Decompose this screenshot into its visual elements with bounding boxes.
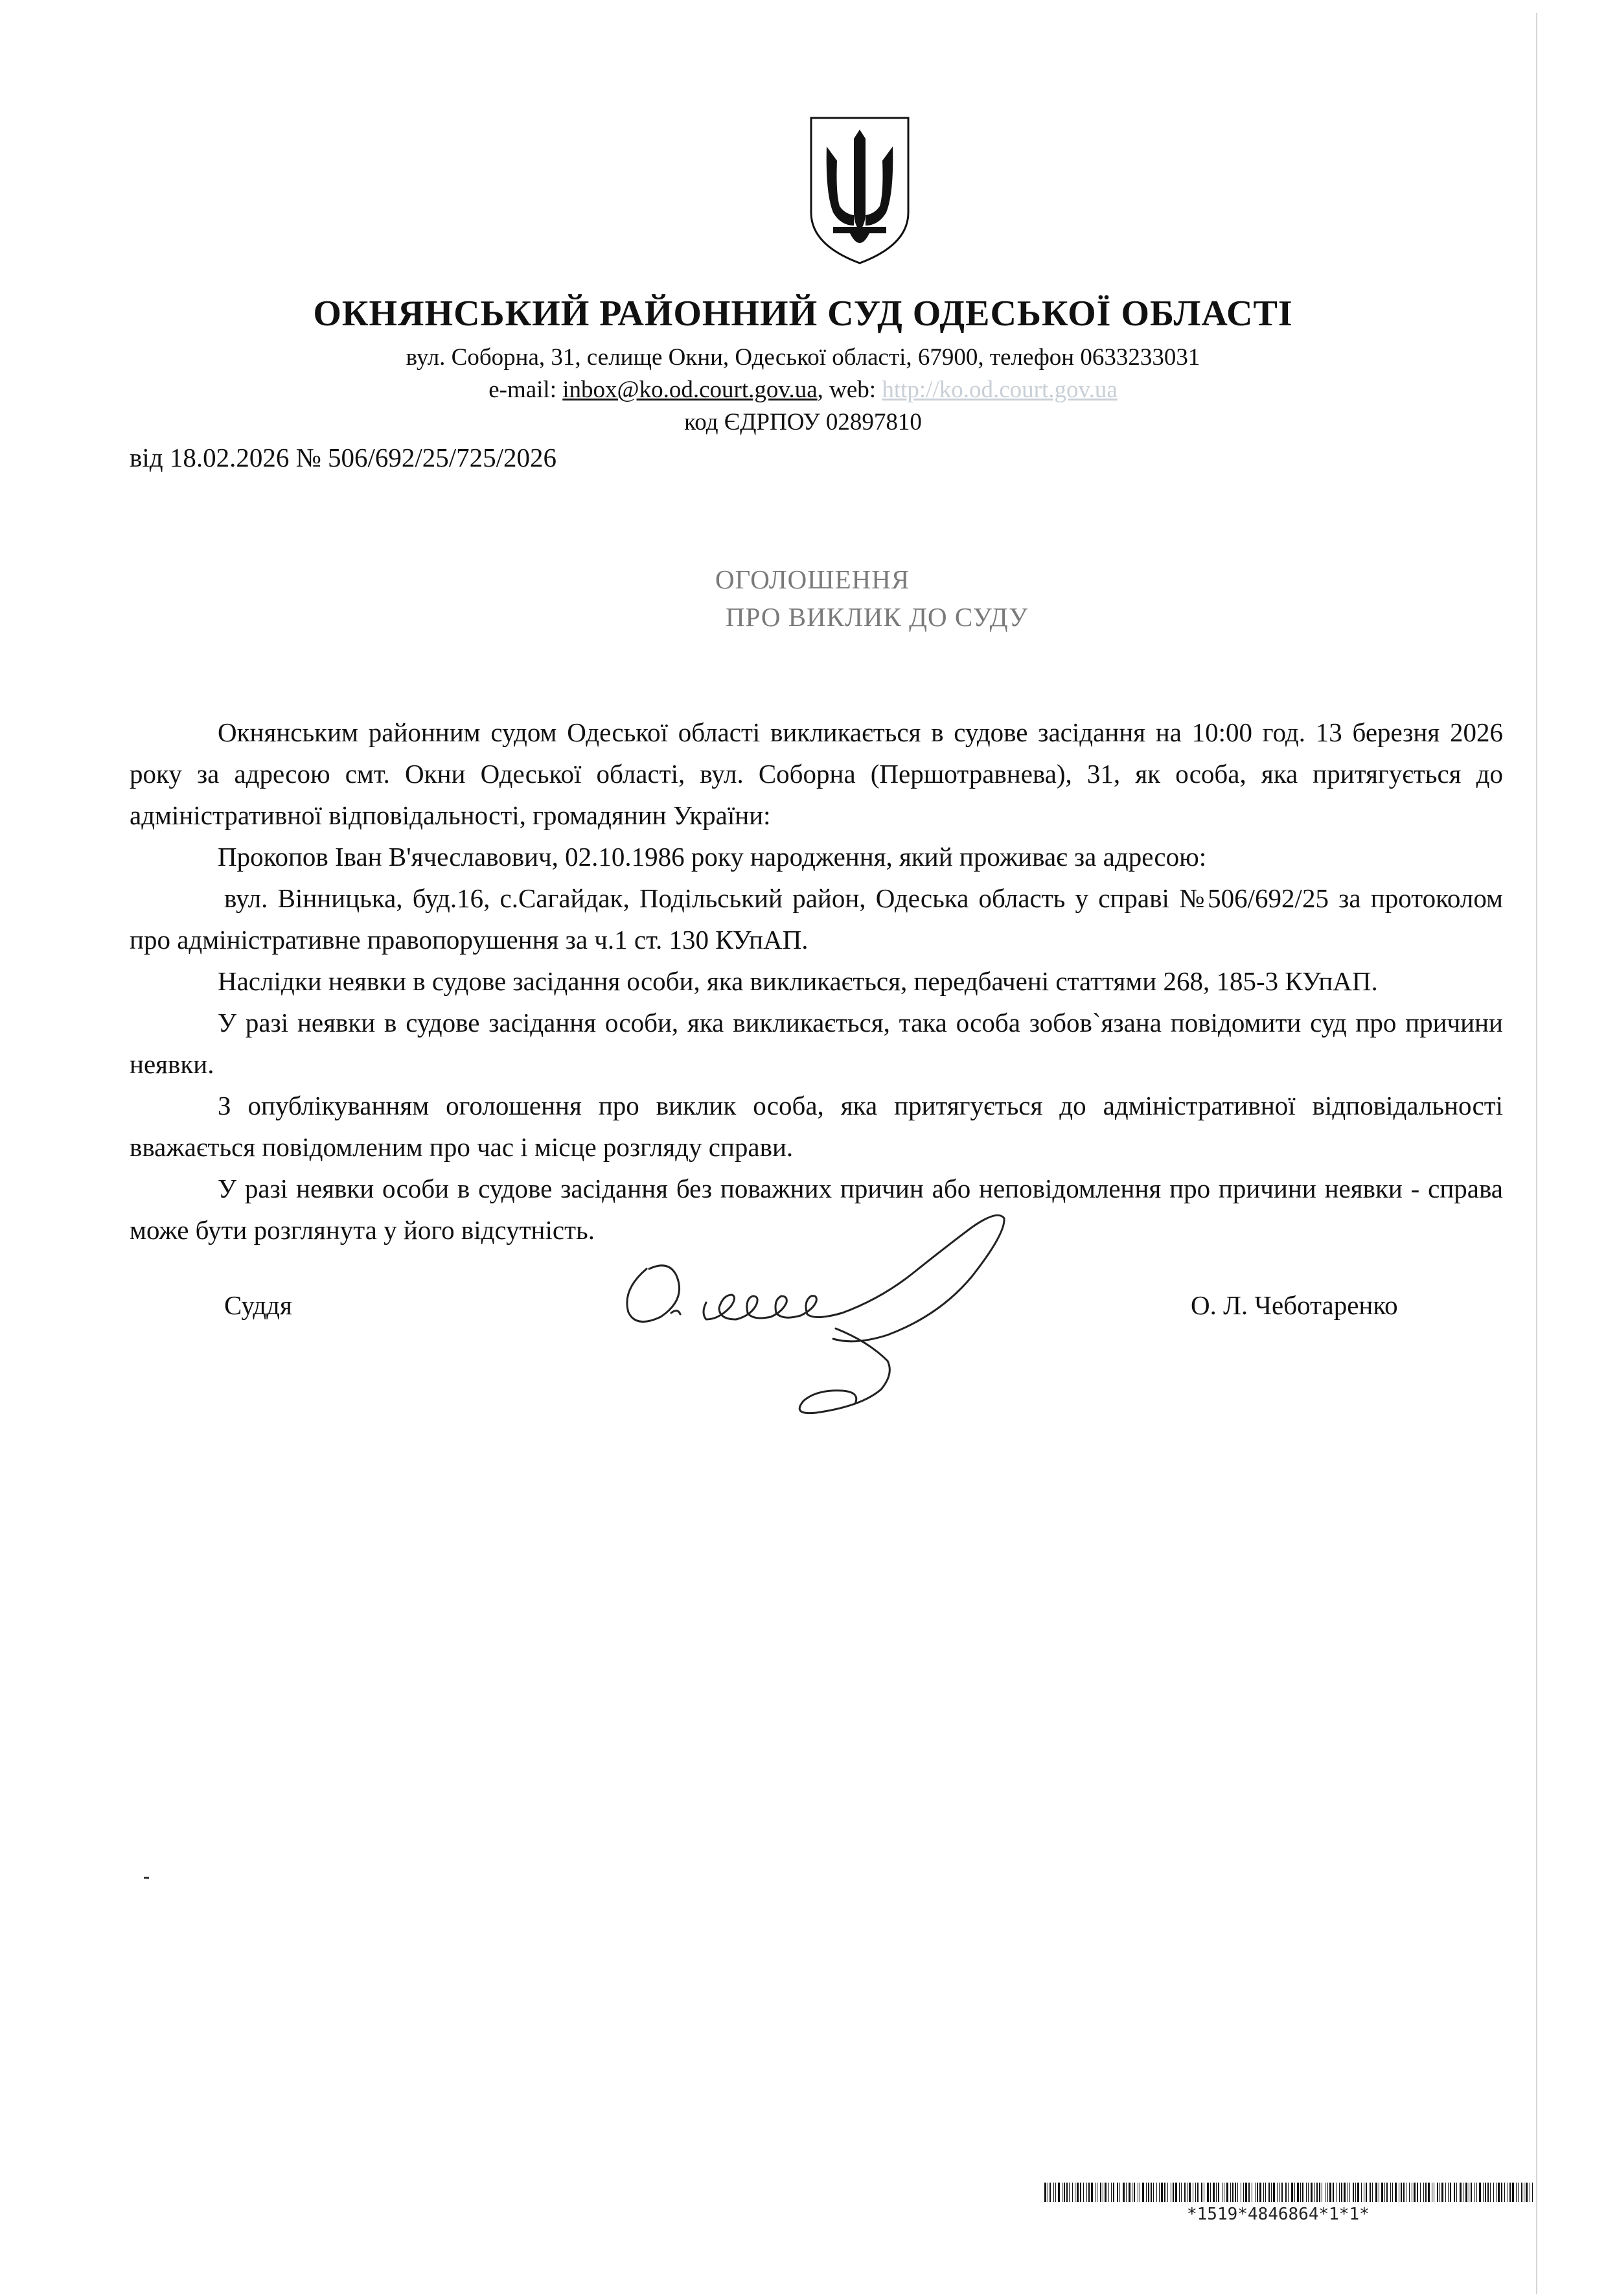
barcode-bar <box>1372 2183 1373 2202</box>
barcode-bar <box>1245 2183 1247 2202</box>
barcode-bar <box>1471 2183 1472 2202</box>
barcode-bar <box>1454 2183 1455 2202</box>
barcode-bar <box>1512 2183 1514 2202</box>
barcode-bar <box>1058 2183 1060 2202</box>
barcode-bar <box>1403 2183 1405 2202</box>
paragraph-summons: Окнянським районним судом Одеської області викликається в судове засідання на 10:00 год. 13 березня 2026 року за адресою смт. Окни Одеської області, вул. Соборна (Першотравнева), 31, як особа, яка притягується до адміністративної відповідальності, громадянин України: <box>130 717 1503 830</box>
barcode-bar <box>1111 2183 1112 2202</box>
document-reference: від 18.02.2026 № 506/692/25/725/2026 <box>130 443 557 472</box>
notice-title: ОГОЛОШЕННЯ <box>715 564 910 594</box>
barcode-bar <box>1080 2183 1081 2202</box>
barcode-bar <box>1230 2183 1231 2202</box>
handwritten-signature <box>609 1192 1127 1439</box>
barcode-bar <box>1479 2183 1481 2202</box>
barcode-bar <box>1271 2183 1272 2202</box>
notice-subtitle: ПРО ВИКЛИК ДО СУДУ <box>726 602 1029 632</box>
barcode-bar <box>1306 2183 1307 2202</box>
barcode-bar <box>1134 2183 1135 2202</box>
barcode-bar <box>1088 2183 1090 2202</box>
barcode-bar <box>1384 2183 1385 2202</box>
barcode-bar <box>1146 2183 1147 2202</box>
coat-of-arms-icon <box>807 115 912 266</box>
barcode-bar <box>1237 2183 1238 2202</box>
barcode-bar <box>1179 2183 1180 2202</box>
barcode-bar <box>1375 2183 1377 2202</box>
judge-name: О. Л. Чеботаренко <box>1191 1290 1398 1320</box>
barcode-bar <box>1417 2183 1418 2202</box>
barcode-bar <box>1423 2183 1424 2202</box>
barcode-bar <box>1456 2183 1457 2202</box>
barcode-number: *1519*4846864*1*1* <box>1187 2205 1370 2224</box>
barcode-bar <box>1450 2183 1451 2202</box>
barcode-bar <box>1329 2183 1331 2202</box>
barcode-bar <box>1420 2183 1421 2202</box>
barcode-bar <box>1117 2183 1118 2202</box>
barcode-bar <box>1243 2183 1244 2202</box>
barcode-bar <box>1409 2183 1410 2202</box>
barcode-bar <box>1167 2183 1168 2202</box>
paragraph-consequences: Наслідки неявки в судове засідання особи, яка викликається, передбачені статтями 268, 185-3 КУпАП. <box>218 966 1378 996</box>
barcode-bar <box>1279 2183 1280 2202</box>
barcode-bar <box>1259 2183 1261 2202</box>
barcode-bar <box>1476 2183 1477 2202</box>
notice-body <box>130 712 1503 1251</box>
judge-role-label: Суддя <box>224 1290 292 1320</box>
barcode-bar <box>1485 2183 1486 2202</box>
court-address: вул. Соборна, 31, селище Окни, Одеської області, 67900, телефон 0633233031 <box>406 344 1200 371</box>
barcode-bar <box>1501 2183 1502 2202</box>
email-label: e-mail: <box>488 377 563 403</box>
barcode-bar <box>1355 2183 1356 2202</box>
barcode-bar <box>1504 2183 1505 2202</box>
barcode-bar <box>1119 2183 1120 2202</box>
paragraph-absence: У разі неявки особи в судове засідання без поважних причин або неповідомлення про причини неявки - справа може бути розглянута у його відсутність. <box>130 1174 1503 1245</box>
barcode-bar <box>1159 2183 1160 2202</box>
barcode-bar <box>1487 2183 1489 2202</box>
barcode-bar <box>1095 2183 1096 2202</box>
barcode-bar <box>1386 2183 1388 2202</box>
barcode-bar <box>1148 2183 1149 2202</box>
barcode-bar <box>1344 2183 1346 2202</box>
barcode-bar <box>1235 2183 1236 2202</box>
barcode-bar <box>1366 2183 1367 2202</box>
paragraph-address: вул. Вінницька, буд.16, с.Сагайдак, Подільський район, Одеська область у справі №506/692/25 за протоколом про адміністративне правопорушення за ч.1 ст. 130 КУпАП. <box>130 883 1503 955</box>
barcode-bar <box>1308 2183 1309 2202</box>
barcode-bar <box>1064 2183 1065 2202</box>
barcode-bar <box>1341 2183 1342 2202</box>
paragraph-notification: У разі неявки в судове засідання особи, яка викликається, така особа зобов`язана повідомити суд про причини неявки. <box>130 1008 1503 1079</box>
barcode-bar <box>1077 2183 1079 2202</box>
barcode-bar <box>1297 2183 1299 2202</box>
barcode-bar <box>1302 2183 1303 2202</box>
barcode-bar <box>1164 2183 1165 2202</box>
barcode-bar <box>1353 2183 1354 2202</box>
barcode-bar <box>1425 2183 1427 2202</box>
barcode-bar <box>1316 2183 1318 2202</box>
barcode-bar <box>1072 2183 1073 2202</box>
barcode-bar <box>1232 2183 1233 2202</box>
barcode-bar <box>1142 2183 1144 2202</box>
barcode-bar <box>1161 2183 1163 2202</box>
barcode-bar <box>1066 2183 1068 2202</box>
barcode-bar <box>1181 2183 1182 2202</box>
barcode-bar <box>1327 2183 1328 2202</box>
barcode-bar <box>1105 2183 1107 2202</box>
barcode-bar <box>1516 2183 1517 2202</box>
barcode-bar <box>1294 2183 1295 2202</box>
barcode-bar <box>1532 2183 1533 2202</box>
court-contacts <box>0 376 1606 404</box>
barcode-bar <box>1197 2183 1199 2202</box>
barcode-bar <box>1053 2183 1054 2202</box>
barcode-bar <box>1285 2183 1287 2202</box>
barcode-bar <box>1153 2183 1154 2202</box>
barcode-bar <box>1392 2183 1393 2202</box>
barcode-bar <box>1288 2183 1289 2202</box>
barcode-bar <box>1265 2183 1266 2202</box>
barcode-bar <box>1173 2183 1174 2202</box>
barcode-bar <box>1381 2183 1383 2202</box>
barcode-bar <box>1156 2183 1157 2202</box>
barcode-bar <box>1207 2183 1209 2202</box>
barcode-bar <box>1414 2183 1416 2202</box>
scan-mark <box>144 1877 149 1879</box>
barcode-bar <box>1050 2183 1051 2202</box>
barcode-bar <box>1498 2183 1500 2202</box>
barcode-bar <box>1448 2183 1449 2202</box>
barcode-bar <box>1263 2183 1264 2202</box>
barcode-bar <box>1210 2183 1211 2202</box>
barcode-bar <box>1319 2183 1320 2202</box>
barcode-bar <box>1441 2183 1443 2202</box>
barcode-bar <box>1226 2183 1228 2202</box>
barcode-bar <box>1201 2183 1202 2202</box>
barcode-bar <box>1281 2183 1283 2202</box>
barcode-bar <box>1300 2183 1301 2202</box>
barcode-bar <box>1521 2183 1522 2202</box>
barcode-bar <box>1493 2183 1494 2202</box>
barcode-bar <box>1496 2183 1497 2202</box>
barcode-bar <box>1349 2183 1350 2202</box>
barcode-bar <box>1395 2183 1397 2202</box>
barcode-bar <box>1390 2183 1391 2202</box>
barcode-bar <box>1490 2183 1491 2202</box>
barcode-bar <box>1518 2183 1519 2202</box>
barcode-bar <box>1184 2183 1186 2202</box>
barcode-bar <box>1069 2183 1070 2202</box>
barcode-bar <box>1370 2183 1371 2202</box>
barcode-bar <box>1465 2183 1467 2202</box>
barcode-bar <box>1055 2183 1056 2202</box>
barcode-bar <box>1086 2183 1087 2202</box>
barcode-bar <box>1445 2183 1446 2202</box>
barcode-bar <box>1333 2183 1334 2202</box>
barcode-bar <box>1213 2183 1215 2202</box>
edrpou-code: код ЄДРПОУ 02897810 <box>684 409 922 435</box>
barcode-bar <box>1123 2183 1125 2202</box>
barcode-bar <box>1273 2183 1275 2202</box>
paragraph-publication: З опублікуванням оголошення про виклик особа, яка притягується до адміністративної відповідальності вважається повідомленим про час і місце розгляду справи. <box>130 1091 1503 1162</box>
barcode-bar <box>1083 2183 1084 2202</box>
barcode-bar <box>1526 2183 1528 2202</box>
barcode-bar <box>1257 2183 1258 2202</box>
barcode-bar <box>1357 2183 1359 2202</box>
barcode-bar <box>1291 2183 1293 2202</box>
barcode-bar <box>1509 2183 1511 2202</box>
barcode-bar <box>1151 2183 1152 2202</box>
barcode-bar <box>1311 2183 1313 2202</box>
barcode-bar <box>1428 2183 1430 2202</box>
barcode-bar <box>1255 2183 1256 2202</box>
barcode-bar <box>1108 2183 1109 2202</box>
barcode-bar <box>1100 2183 1101 2202</box>
barcode-bar <box>1129 2183 1130 2202</box>
barcode-bar <box>1361 2183 1362 2202</box>
email-link[interactable]: inbox@ko.od.court.gov.ua <box>562 377 818 403</box>
barcode-bar <box>1268 2183 1270 2202</box>
barcode-bar <box>1091 2183 1093 2202</box>
barcode-bar <box>1474 2183 1475 2202</box>
barcode-bar <box>1189 2183 1191 2202</box>
document-barcode <box>1044 2183 1537 2202</box>
barcode-bar <box>1339 2183 1340 2202</box>
barcode-bar <box>1314 2183 1315 2202</box>
barcode-bar <box>1044 2183 1046 2202</box>
barcode-bar <box>1401 2183 1402 2202</box>
barcode-bar <box>1277 2183 1278 2202</box>
web-label: , web: <box>817 377 882 403</box>
barcode-bar <box>1460 2183 1462 2202</box>
barcode-bar <box>1195 2183 1196 2202</box>
paragraph-person: Прокопов Іван В'ячеславович, 02.10.1986 року народження, який проживає за адресою: <box>218 842 1207 872</box>
barcode-bar <box>1175 2183 1177 2202</box>
barcode-bar <box>1483 2183 1484 2202</box>
barcode-bar <box>1248 2183 1250 2202</box>
web-link[interactable]: http://ko.od.court.gov.ua <box>882 377 1118 403</box>
court-name-heading: ОКНЯНСЬКИЙ РАЙОННИЙ СУД ОДЕСЬКОЇ ОБЛАСТІ <box>313 294 1293 334</box>
barcode-bar <box>1126 2183 1127 2202</box>
barcode-bar <box>1437 2183 1438 2202</box>
barcode-bar <box>1113 2183 1114 2202</box>
barcode-bar <box>1216 2183 1217 2202</box>
barcode-bar <box>1218 2183 1219 2202</box>
